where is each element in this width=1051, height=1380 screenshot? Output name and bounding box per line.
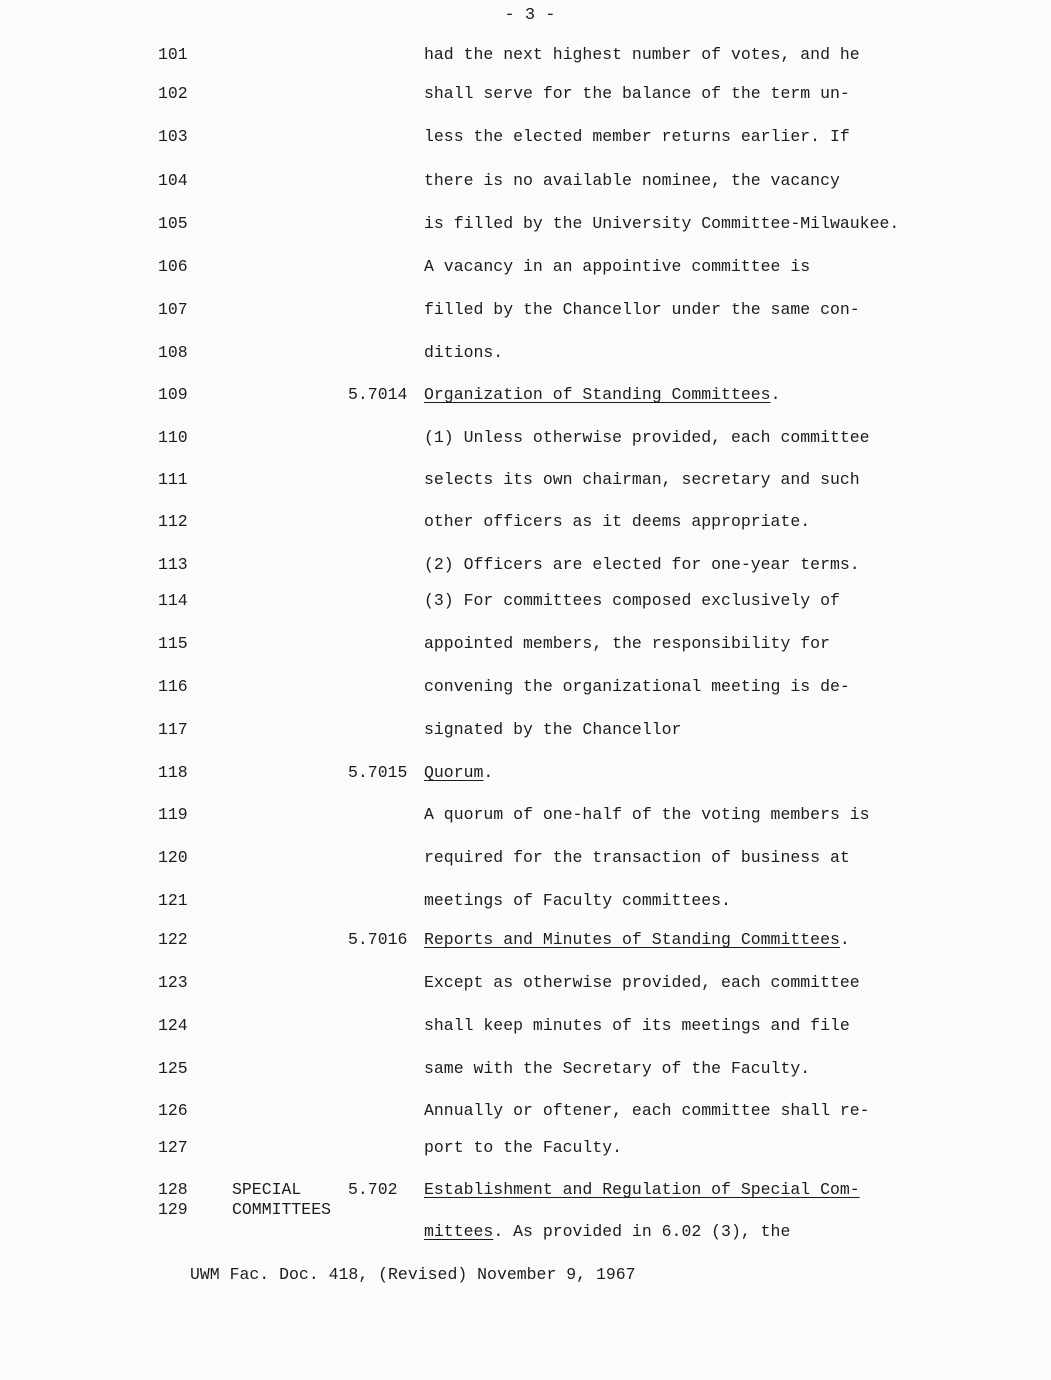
section-number: 5.702	[348, 1180, 398, 1199]
line-text: required for the transaction of business at	[424, 848, 850, 867]
line-number: 103	[158, 127, 188, 146]
margin-heading-line-2: COMMITTEES	[232, 1200, 332, 1219]
line-number: 124	[158, 1016, 188, 1035]
section-number: 5.7014	[348, 385, 408, 404]
section-heading: Organization of Standing Committees	[424, 385, 771, 404]
line-text: selects its own chairman, secretary and such	[424, 470, 860, 489]
line-text: is filled by the University Committee-Milwaukee.	[424, 214, 900, 233]
line-number: 126	[158, 1101, 188, 1120]
line-text: Except as otherwise provided, each committee	[424, 973, 860, 992]
line-number: 123	[158, 973, 188, 992]
line-112	[0, 512, 1051, 540]
line-125	[0, 1059, 1051, 1087]
line-text-rest: .	[483, 763, 494, 782]
line-number: 112	[158, 512, 188, 531]
line-number: 107	[158, 300, 188, 319]
line-number: 128	[158, 1180, 188, 1199]
line-number: 101	[158, 45, 188, 64]
section-heading-continued: mittees	[424, 1222, 494, 1241]
line-number: 104	[158, 171, 188, 190]
line-number: 114	[158, 591, 188, 610]
line-115	[0, 634, 1051, 662]
line-text	[424, 1222, 790, 1242]
line-text: Annually or oftener, each committee shall re-	[424, 1101, 870, 1120]
line-118	[0, 763, 1051, 791]
line-text: appointed members, the responsibility for	[424, 634, 830, 653]
line-101	[0, 45, 1051, 73]
line-text: (3) For committees composed exclusively of	[424, 591, 840, 610]
line-text: had the next highest number of votes, and he	[424, 45, 860, 64]
line-text	[424, 930, 850, 950]
line-113	[0, 555, 1051, 583]
document-footer: UWM Fac. Doc. 418, (Revised) November 9, 1967	[190, 1265, 636, 1284]
line-text: shall serve for the balance of the term un-	[424, 84, 850, 103]
line-110	[0, 428, 1051, 456]
line-text: there is no available nominee, the vacancy	[424, 171, 840, 190]
line-number: 116	[158, 677, 188, 696]
line-102	[0, 84, 1051, 112]
line-106	[0, 257, 1051, 285]
line-number: 106	[158, 257, 188, 276]
line-text	[424, 763, 493, 783]
line-text: other officers as it deems appropriate.	[424, 512, 811, 531]
line-number: 118	[158, 763, 188, 782]
line-number: 117	[158, 720, 188, 739]
line-109	[0, 385, 1051, 413]
line-text: A quorum of one-half of the voting members is	[424, 805, 870, 824]
line-text-rest: . As provided in 6.02 (3), the	[493, 1222, 791, 1241]
line-text: less the elected member returns earlier. If	[424, 127, 850, 146]
section-number: 5.7016	[348, 930, 408, 949]
line-117	[0, 720, 1051, 748]
line-number: 120	[158, 848, 188, 867]
line-number: 119	[158, 805, 188, 824]
line-number: 105	[158, 214, 188, 233]
line-text: (2) Officers are elected for one-year terms.	[424, 555, 860, 574]
line-126	[0, 1101, 1051, 1129]
section-heading: Establishment and Regulation of Special Com-	[424, 1180, 860, 1199]
line-text: meetings of Faculty committees.	[424, 891, 731, 910]
line-129-text	[0, 1222, 1051, 1250]
line-number: 125	[158, 1059, 188, 1078]
line-text: signated by the Chancellor	[424, 720, 682, 739]
section-number: 5.7015	[348, 763, 408, 782]
line-number: 109	[158, 385, 188, 404]
line-119	[0, 805, 1051, 833]
line-text	[424, 385, 780, 405]
line-121	[0, 891, 1051, 919]
line-105	[0, 214, 1051, 242]
line-107	[0, 300, 1051, 328]
line-text: port to the Faculty.	[424, 1138, 623, 1157]
line-number: 102	[158, 84, 188, 103]
margin-heading-line-1: SPECIAL	[232, 1180, 302, 1199]
line-122	[0, 930, 1051, 958]
line-text-rest: .	[770, 385, 781, 404]
line-number: 108	[158, 343, 188, 362]
section-heading: Reports and Minutes of Standing Committees	[424, 930, 840, 949]
line-124	[0, 1016, 1051, 1044]
section-heading: Quorum	[424, 763, 484, 782]
page-number: - 3 -	[504, 6, 556, 25]
line-text: ditions.	[424, 343, 504, 362]
line-text: shall keep minutes of its meetings and file	[424, 1016, 850, 1035]
line-text: filled by the Chancellor under the same con-	[424, 300, 860, 319]
line-108	[0, 343, 1051, 371]
line-103	[0, 127, 1051, 155]
line-number: 110	[158, 428, 188, 447]
line-104	[0, 171, 1051, 199]
line-number: 115	[158, 634, 188, 653]
line-114	[0, 591, 1051, 619]
line-number: 121	[158, 891, 188, 910]
line-number: 111	[158, 470, 188, 489]
line-text: (1) Unless otherwise provided, each committee	[424, 428, 870, 447]
line-number: 129	[158, 1200, 188, 1219]
line-number: 122	[158, 930, 188, 949]
line-120	[0, 848, 1051, 876]
line-116	[0, 677, 1051, 705]
line-text: A vacancy in an appointive committee is	[424, 257, 811, 276]
line-123	[0, 973, 1051, 1001]
line-text-rest: .	[839, 930, 850, 949]
line-127	[0, 1138, 1051, 1166]
line-number: 113	[158, 555, 188, 574]
line-111	[0, 470, 1051, 498]
line-text: convening the organizational meeting is de-	[424, 677, 850, 696]
line-number: 127	[158, 1138, 188, 1157]
line-text: same with the Secretary of the Faculty.	[424, 1059, 811, 1078]
